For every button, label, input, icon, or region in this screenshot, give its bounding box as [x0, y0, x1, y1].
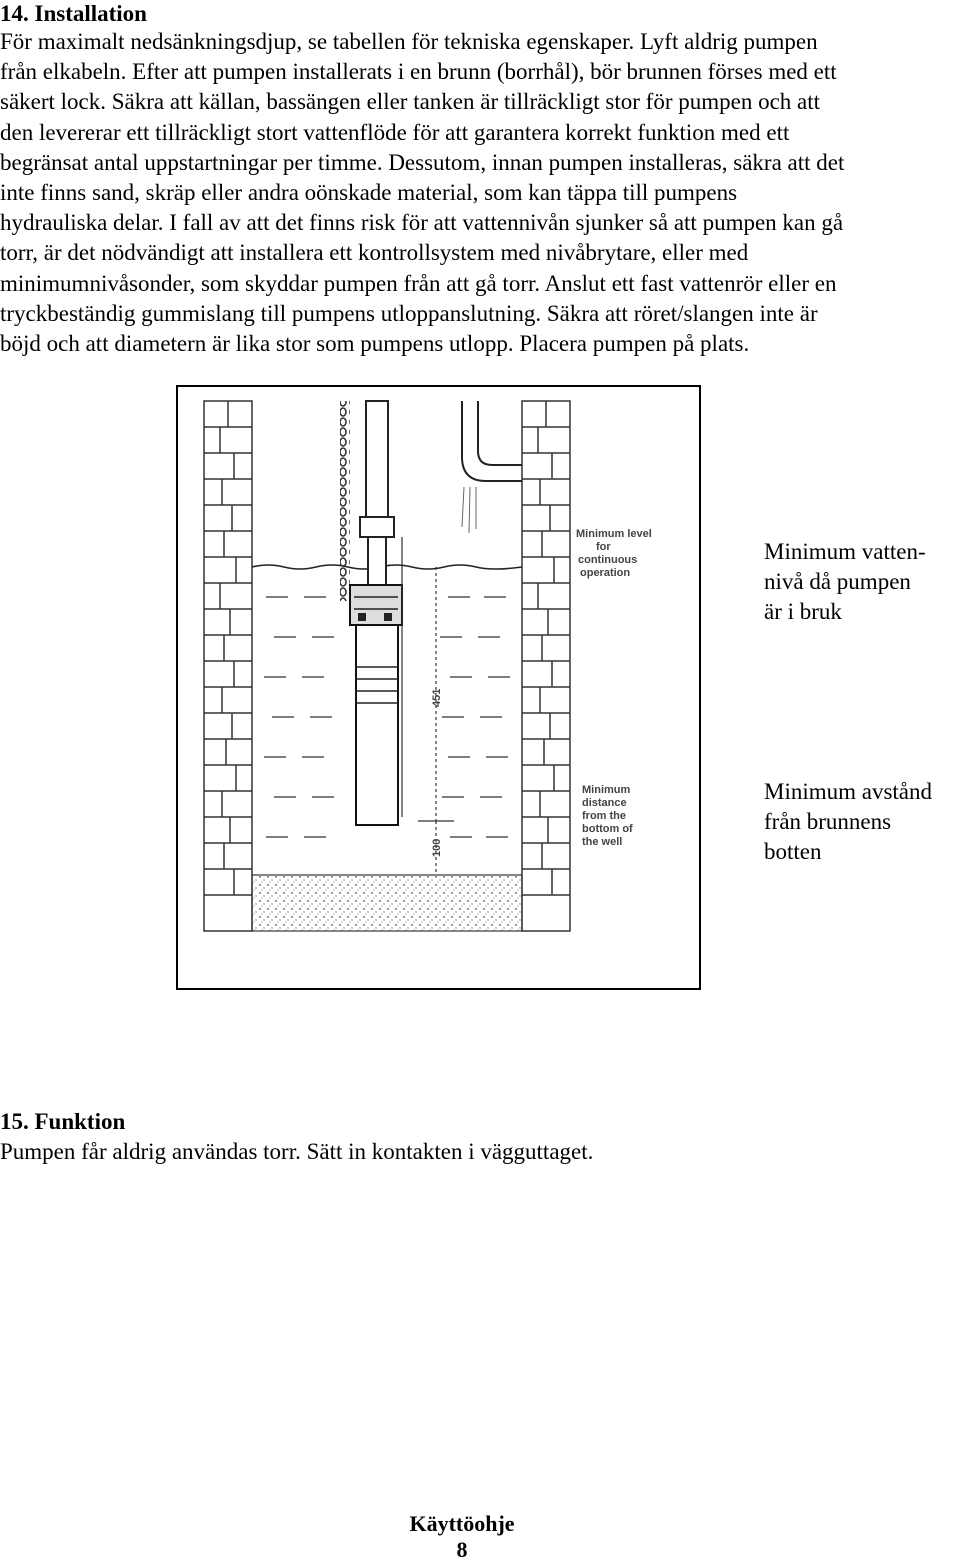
gravel-bed [252, 875, 522, 931]
section-14-line: inte finns sand, skräp eller andra oönskade material, som kan täppa till pumpens [0, 180, 738, 206]
dimension-451-label: 451 [431, 688, 443, 707]
well-wall-right [522, 401, 570, 931]
lifting-chain [340, 401, 350, 601]
figure-label-distance-4: bottom of [582, 823, 633, 835]
section-15-body [0, 1137, 960, 1167]
section-14-line: begränsat antal uppstartningar per timme. Dessutom, innan pumpen installeras, säkra att det [0, 149, 845, 175]
dimension-100-label: 100 [431, 838, 443, 857]
section-15-line: Pumpen får aldrig användas torr. Sätt in kontakten i vägguttaget. [0, 1139, 594, 1164]
section-14-body [0, 27, 960, 359]
figure-label-level-1: Minimum level [576, 528, 652, 540]
figure-label-distance-2: distance [582, 797, 627, 809]
figure-label-distance-1: Minimum [582, 784, 631, 796]
section-15-heading: 15. Funktion [0, 1109, 126, 1134]
riser-pipe [366, 401, 388, 521]
section-14-line: torr, är det nödvändigt att installera ett kontrollsystem med nivåbrytare, eller med [0, 240, 749, 266]
discharge-pipe [462, 401, 522, 481]
side-note-line: Minimum avstånd [764, 779, 933, 804]
section-14-line: från elkabeln. Efter att pumpen installerats i en brunn (borrhål), bör brunnen förses med ett [0, 59, 837, 85]
section-14-heading: 14. Installation [0, 1, 147, 26]
pump-body [356, 625, 398, 825]
side-note-line: från brunnens [764, 809, 892, 835]
side-note-min-distance [764, 777, 932, 868]
figure-label-level-2: for [596, 541, 611, 553]
section-14-line: böjd och att diametern är lika stor som pumpens utlopp. Placera pumpen på plats. [0, 331, 750, 357]
water-outflow [462, 487, 476, 533]
section-14-line: den levererar ett tillräckligt stort vattenflöde för att garantera korrekt funktion med ett [0, 119, 790, 145]
pump-head [350, 585, 402, 625]
section-14-line: minimumnivåsonder, som skyddar pumpen från att gå torr. Anslut ett fast vattenrör eller en [0, 270, 837, 296]
side-note-line: botten [764, 839, 822, 865]
section-14-line: säkert lock. Säkra att källan, bassängen eller tanken är tillräckligt stor för pumpen och att [0, 89, 821, 115]
page-number: 8 [456, 1537, 468, 1562]
pipe-coupling [360, 517, 394, 537]
figure-label-distance-3: from the [582, 810, 626, 822]
side-note-min-level [764, 537, 926, 628]
figure-label-level-4: operation [580, 567, 631, 579]
well-diagram [178, 387, 699, 988]
section-14-line: För maximalt nedsänkningsdjup, se tabellen för tekniska egenskaper. Lyft aldrig pumpen [0, 29, 818, 54]
side-note-line: nivå då pumpen [764, 569, 911, 595]
section-14-line: tryckbeständig gummislang till pumpens utloppanslutning. Säkra att röret/slangen inte är [0, 300, 818, 326]
well-installation-figure [176, 385, 701, 990]
section-14-line: hydrauliska delar. I fall av att det finns risk för att vattennivån sjunker så att pumpen kan gå [0, 210, 844, 236]
footer-title: Käyttöohje [409, 1511, 515, 1536]
figure-label-level-3: continuous [578, 554, 638, 566]
side-note-line: är i bruk [764, 599, 842, 625]
figure-label-distance-5: the well [582, 836, 623, 848]
well-wall-left [204, 401, 252, 931]
side-note-line: Minimum vatten- [764, 539, 926, 564]
